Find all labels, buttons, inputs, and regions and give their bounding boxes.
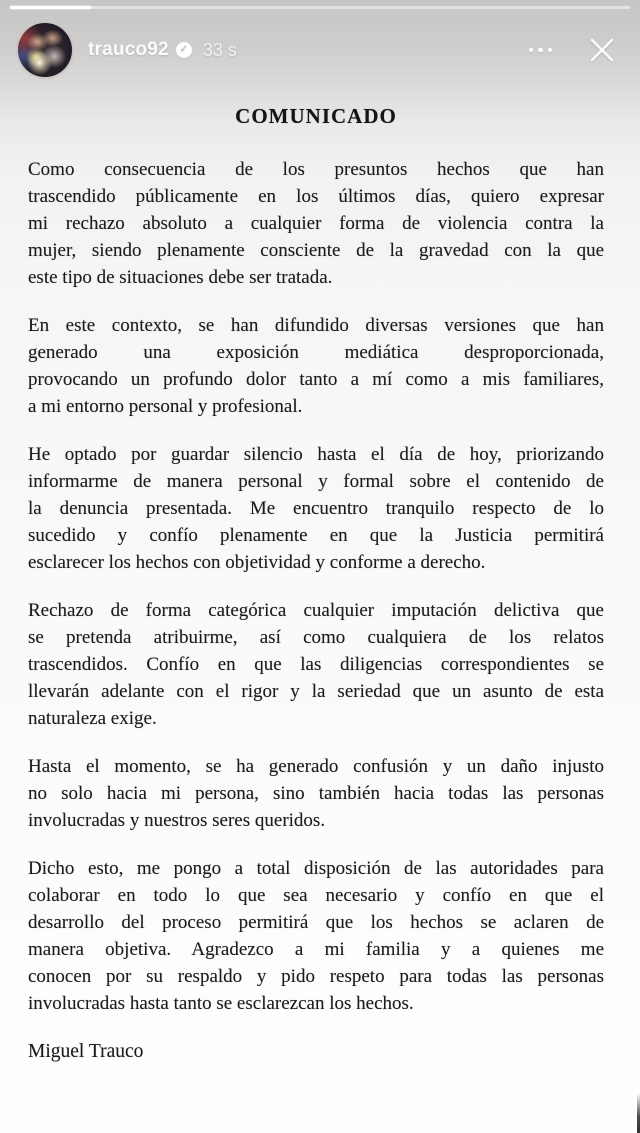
text-line: En este contexto, se han difundido diversas versiones que han	[28, 315, 604, 336]
text-line: manera objetiva. Agradezco a mi familia y a quienes me	[28, 939, 604, 960]
text-line: informarme de manera personal y formal sobre el contenido de	[28, 471, 604, 492]
text-line: generado una exposición mediática desproporcionada,	[28, 342, 604, 363]
verified-badge-icon: ✓	[176, 42, 192, 58]
text-line: mujer, siendo plenamente consciente de la gravedad con la que	[28, 240, 604, 261]
text-line: la denuncia presentada. Me encuentro tranquilo respecto de lo	[28, 498, 604, 519]
story-progress-bar	[10, 6, 630, 9]
text-line: naturaleza exige.	[28, 708, 157, 729]
ellipsis-dot	[548, 48, 553, 53]
text-line: Rechazo de forma categórica cualquier imputación delictiva que	[28, 600, 604, 621]
text-line: no solo hacia mi persona, sino también hacia todas las personas	[28, 783, 604, 804]
text-line: a mi entorno personal y profesional.	[28, 396, 303, 417]
more-options-button[interactable]	[521, 40, 561, 61]
story-header	[18, 22, 628, 78]
close-button[interactable]	[576, 24, 628, 76]
text-line: involucradas y nuestros seres queridos.	[28, 810, 326, 831]
text-line: mi rechazo absoluto a cualquier forma de violencia contra la	[28, 213, 604, 234]
text-line: conocen por su respaldo y pido respeto para todas las personas	[28, 966, 604, 987]
text-line: He optado por guardar silencio hasta el día de hoy, priorizando	[28, 444, 604, 465]
paragraph-6	[28, 855, 604, 1017]
user-info	[88, 39, 237, 61]
text-line: trascendidos. Confío en que las diligencias correspondientes se	[28, 654, 604, 675]
text-line: sucedido y confío plenamente en que la Justicia permitirá	[28, 525, 604, 546]
text-line: trascendido públicamente en los últimos días, quiero expresar	[28, 186, 604, 207]
text-line: colaborar en todo lo que sea necesario y confío en que el	[28, 885, 604, 906]
text-line: involucradas hasta tanto se esclarezcan los hechos.	[28, 993, 414, 1014]
ellipsis-dot	[538, 48, 543, 53]
close-icon	[584, 32, 620, 68]
profile-avatar[interactable]	[18, 23, 72, 77]
statement-document	[28, 104, 604, 1065]
username[interactable]: trauco92	[88, 39, 169, 60]
text-line: este tipo de situaciones debe ser tratada.	[28, 267, 333, 288]
text-line: esclarecer los hechos con objetividad y conforme a derecho.	[28, 552, 486, 573]
paragraph-4	[28, 597, 604, 732]
paragraph-2	[28, 312, 604, 420]
text-line: Dicho esto, me pongo a total disposición de las autoridades para	[28, 858, 604, 879]
story-progress-fill	[10, 6, 91, 9]
paragraph-3	[28, 441, 604, 576]
text-line: desarrollo del proceso permitirá que los hechos se aclaren de	[28, 912, 604, 933]
text-line: Como consecuencia de los presuntos hechos que han	[28, 159, 604, 180]
ellipsis-dot	[529, 48, 534, 53]
document-title: COMUNICADO	[235, 104, 397, 128]
text-line: provocando un profundo dolor tanto a mí como a mis familiares,	[28, 369, 604, 390]
header-actions	[521, 24, 629, 76]
text-line: Hasta el momento, se ha generado confusión y un daño injusto	[28, 756, 604, 777]
text-line: llevarán adelante con el rigor y la seriedad que un asunto de esta	[28, 681, 604, 702]
paragraph-5	[28, 753, 604, 834]
ellipsis-icon	[529, 48, 553, 53]
paragraph-1	[28, 156, 604, 291]
text-line: se pretenda atribuirme, así como cualquiera de los relatos	[28, 627, 604, 648]
story-timestamp: 33 s	[202, 39, 237, 60]
signature: Miguel Trauco	[28, 1041, 144, 1062]
